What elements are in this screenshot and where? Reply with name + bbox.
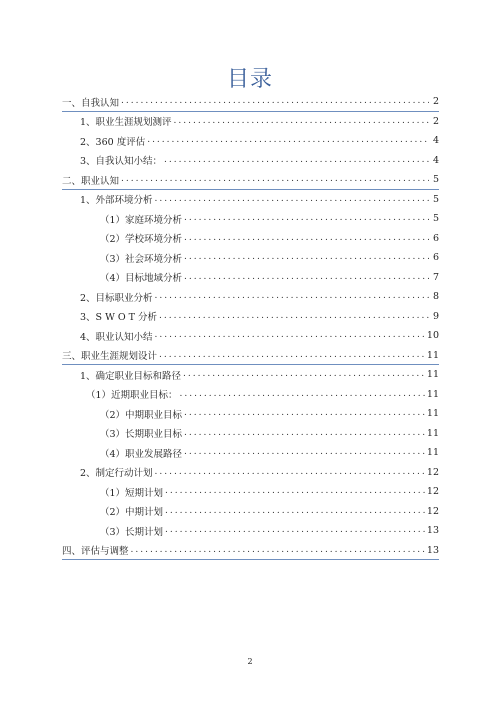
- toc-leader-dots: [165, 487, 425, 496]
- toc-entry[interactable]: [62, 404, 439, 424]
- toc-leader-dots: [155, 292, 429, 301]
- toc-leader-dots: [121, 97, 429, 106]
- toc-entry-text: （4）目标地域分析: [100, 273, 183, 285]
- toc-entry-page: 12: [426, 466, 439, 478]
- toc-entry-page: 11: [426, 349, 439, 361]
- toc-leader-dots: [155, 331, 425, 340]
- toc-entry[interactable]: [62, 541, 439, 561]
- toc-leader-dots: [174, 117, 429, 126]
- toc-entry-page: 8: [432, 291, 439, 303]
- toc-entry-page: 11: [426, 408, 439, 420]
- toc-entry-page: 11: [426, 369, 439, 381]
- toc-entry-text: 4、职业认知小结: [80, 331, 153, 343]
- toc-entry-text: （2）中期职业目标: [100, 409, 183, 421]
- toc-entry[interactable]: [62, 92, 439, 112]
- toc-entry-text: （3）社会环境分析: [100, 253, 183, 265]
- toc-leader-dots: [180, 390, 425, 399]
- toc-entry-page: 10: [426, 330, 439, 342]
- toc-entry-page: 7: [432, 271, 439, 283]
- toc-entry-text: （1）近期职业目标：: [86, 390, 178, 402]
- toc-entry-page: 13: [426, 544, 439, 556]
- toc-entry[interactable]: [62, 482, 439, 502]
- toc-entry-text: 2、目标职业分析: [80, 292, 153, 304]
- toc-entry-text: （4）职业发展路径: [100, 448, 183, 460]
- toc-entry-text: （3）长期职业目标: [100, 429, 183, 441]
- toc-entry[interactable]: [62, 268, 439, 288]
- toc-entry-page: 5: [432, 213, 439, 225]
- table-of-contents: [62, 92, 439, 560]
- toc-entry[interactable]: [62, 424, 439, 444]
- toc-leader-dots: [165, 526, 425, 535]
- toc-entry[interactable]: [62, 209, 439, 229]
- toc-entry[interactable]: [62, 190, 439, 210]
- toc-leader-dots: [159, 312, 429, 321]
- toc-entry[interactable]: [62, 112, 439, 132]
- toc-entry-text: 2、360 度评估: [80, 136, 146, 148]
- toc-entry-page: 6: [432, 232, 439, 244]
- toc-leader-dots: [159, 351, 425, 360]
- toc-leader-dots: [183, 370, 425, 379]
- toc-entry-text: 3、自我认知小结：: [80, 156, 163, 168]
- toc-leader-dots: [121, 175, 429, 184]
- toc-entry-text: 1、确定职业目标和路径: [80, 370, 182, 382]
- page-number: 2: [247, 657, 253, 666]
- toc-leader-dots: [184, 448, 425, 457]
- toc-leader-dots: [184, 253, 429, 262]
- toc-entry-text: （1）短期计划: [100, 487, 164, 499]
- toc-entry-page: 11: [426, 388, 439, 400]
- toc-entry-page: 13: [426, 525, 439, 537]
- toc-entry[interactable]: [62, 463, 439, 483]
- toc-entry[interactable]: [62, 346, 439, 366]
- toc-entry[interactable]: [62, 151, 439, 171]
- toc-leader-dots: [184, 214, 429, 223]
- toc-entry[interactable]: [62, 521, 439, 541]
- toc-entry-text: 2、制定行动计划: [80, 468, 153, 480]
- toc-entry[interactable]: [62, 307, 439, 327]
- toc-entry-text: （3）长期计划: [100, 526, 164, 538]
- toc-entry[interactable]: [62, 248, 439, 268]
- toc-leader-dots: [184, 409, 425, 418]
- toc-entry[interactable]: [62, 229, 439, 249]
- toc-leader-dots: [184, 273, 429, 282]
- toc-entry-page: 5: [432, 193, 439, 205]
- toc-entry-page: 4: [432, 154, 439, 166]
- toc-entry-text: （2）学校环境分析: [100, 234, 183, 246]
- toc-leader-dots: [131, 546, 425, 555]
- toc-entry-page: 12: [426, 486, 439, 498]
- toc-entry[interactable]: [62, 326, 439, 346]
- toc-entry[interactable]: [62, 385, 439, 405]
- toc-entry[interactable]: [62, 287, 439, 307]
- toc-entry-page: 9: [432, 310, 439, 322]
- toc-entry-page: 12: [426, 505, 439, 517]
- toc-entry-text: 一、自我认知: [62, 97, 120, 109]
- toc-leader-dots: [184, 429, 425, 438]
- toc-entry-text: 3、S W O T 分析: [80, 312, 158, 324]
- toc-leader-dots: [165, 507, 425, 516]
- toc-entry-text: 四、评估与调整: [62, 546, 129, 558]
- toc-entry-text: 1、职业生涯规划测评: [80, 117, 172, 129]
- toc-entry[interactable]: [62, 131, 439, 151]
- toc-entry-page: 11: [426, 447, 439, 459]
- page-title: 目录: [226, 67, 273, 92]
- toc-leader-dots: [155, 468, 425, 477]
- toc-leader-dots: [184, 234, 429, 243]
- toc-entry-text: 二、职业认知: [62, 175, 120, 187]
- toc-leader-dots: [164, 156, 429, 165]
- toc-leader-dots: [147, 136, 429, 145]
- toc-entry-page: 5: [432, 174, 439, 186]
- toc-entry-page: 2: [432, 96, 439, 108]
- toc-entry-text: 三、职业生涯规划设计: [62, 351, 158, 363]
- toc-entry[interactable]: [62, 443, 439, 463]
- toc-entry[interactable]: [62, 365, 439, 385]
- toc-entry-page: 4: [432, 135, 439, 147]
- toc-entry-page: 11: [426, 427, 439, 439]
- toc-entry-text: （1）家庭环境分析: [100, 214, 183, 226]
- toc-entry[interactable]: [62, 502, 439, 522]
- toc-entry[interactable]: [62, 170, 439, 190]
- toc-entry-text: （2）中期计划: [100, 507, 164, 519]
- toc-entry-page: 2: [432, 115, 439, 127]
- toc-leader-dots: [155, 195, 429, 204]
- toc-entry-text: 1、外部环境分析: [80, 195, 153, 207]
- toc-entry-page: 6: [432, 252, 439, 264]
